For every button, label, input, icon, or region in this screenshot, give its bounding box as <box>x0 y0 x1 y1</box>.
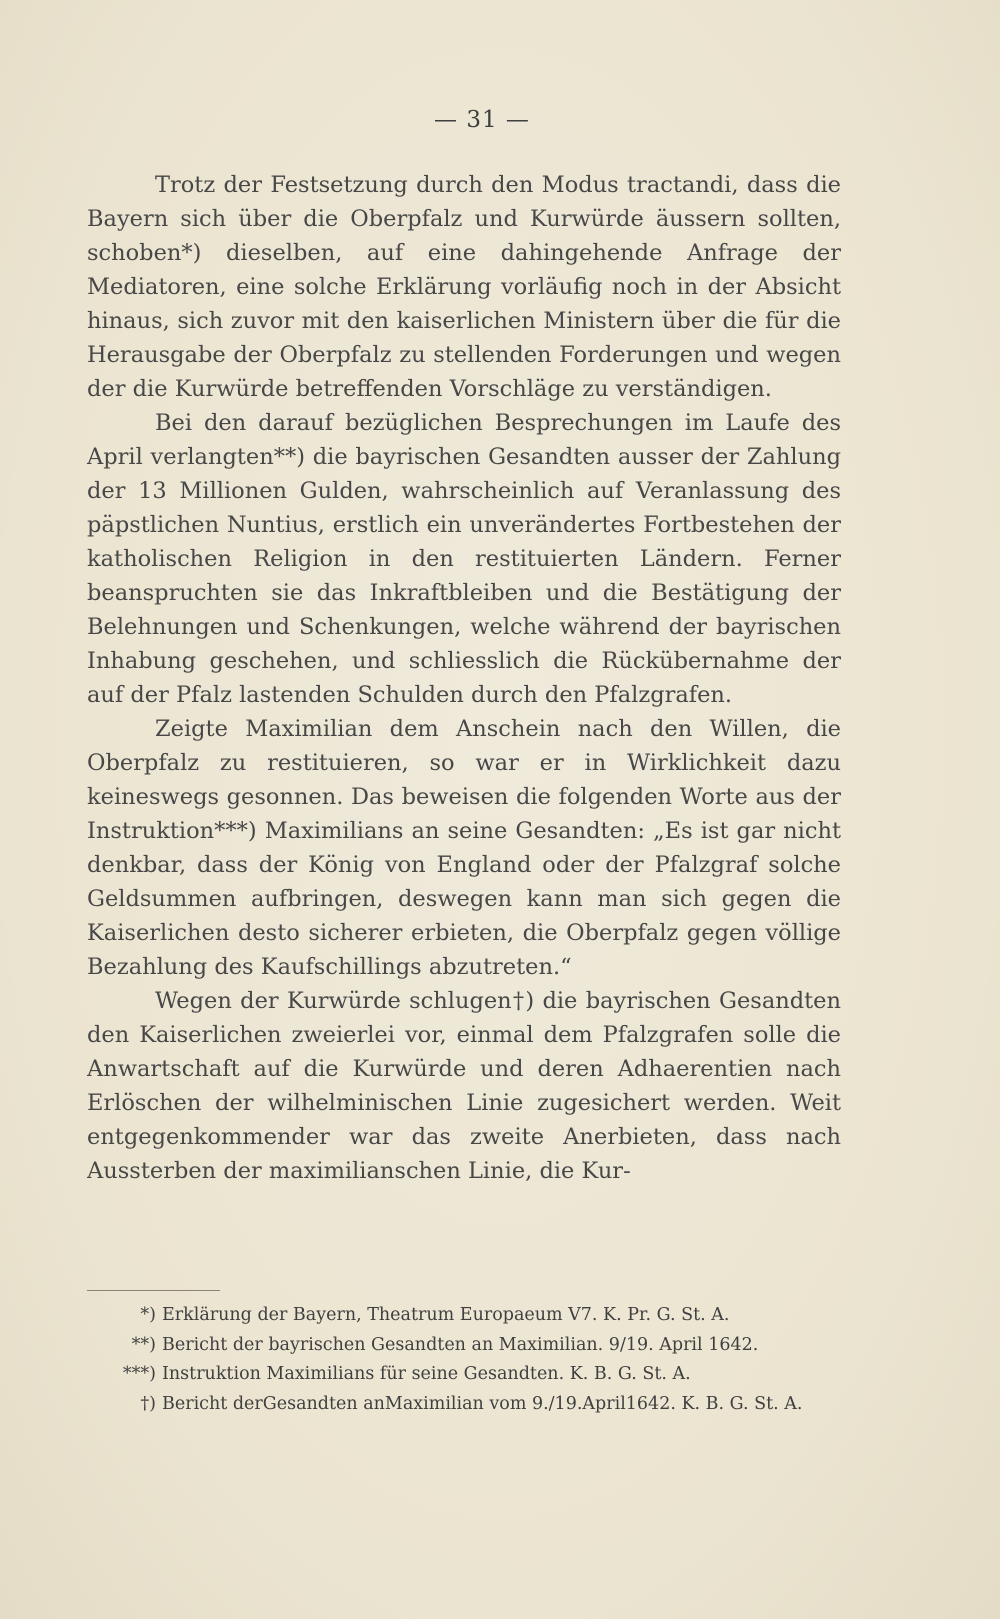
footnote-text: Bericht der bayrischen Gesandten an Maximilian. 9/19. April 1642. <box>162 1334 759 1355</box>
footnote-mark: ***) <box>122 1364 156 1384</box>
footnote-mark: †) <box>140 1393 156 1414</box>
footnote-text: Bericht derGesandten anMaximilian vom 9./19.April1642. K. B. G. St. A. <box>162 1393 803 1414</box>
body-text <box>87 168 841 1188</box>
footnote-text: Erklärung der Bayern, Theatrum Europaeum V7. K. Pr. G. St. A. <box>162 1305 730 1325</box>
paragraph-4: Wegen der Kurwürde schlugen†) die bayrischen Gesandten den Kaiserlichen zweierlei vor, einmal dem Pfalzgrafen solle die Anwartschaft auf die Kurwürde und deren Adhaerentien nach Erlöschen der wilhelminischen Linie zugesichert werden. Weit entgegenkommender war das zweite Anerbieten, dass nach Aussterben der maximilianschen Linie, die Kur- <box>87 988 841 1184</box>
footnote-mark: *) <box>140 1305 156 1325</box>
footnotes <box>100 1301 845 1419</box>
paragraph-2: Bei den darauf bezüglichen Besprechungen im Laufe des April verlangten**) die bayrischen Gesandten ausser der Zahlung der 13 Millionen Gulden, wahrscheinlich auf Veranlassung des päpstlichen Nuntius, erstlich ein unverändertes Fortbestehen der katholischen Religion in den restituierten Ländern. Ferner beanspruchten sie das Inkraftbleiben und die Bestätigung der Belehnungen und Schenkungen, welche während der bayrischen Inhabung geschehen, und schliesslich die Rückübernahme der auf der Pfalz lastenden Schulden durch den Pfalzgrafen. <box>87 410 841 708</box>
footnote-divider <box>87 1290 220 1291</box>
footnote-3 <box>100 1360 845 1390</box>
paragraph-3: Zeigte Maximilian dem Anschein nach den Willen, die Oberpfalz zu restituieren, so war er in Wirklichkeit dazu keineswegs gesonnen. Das beweisen die folgenden Worte aus der Instruktion***) Maximilians an seine Gesandten: „Es ist gar nicht denkbar, dass der König von England oder der Pfalzgraf solche Geldsummen aufbringen, deswegen kann man sich gegen die Kaiserlichen desto sicherer erbieten, die Oberpfalz gegen völlige Bezahlung des Kaufschillings abzutreten.“ <box>87 716 841 980</box>
footnote-text: Instruktion Maximilians für seine Gesandten. K. B. G. St. A. <box>162 1364 691 1384</box>
footnote-2 <box>100 1331 845 1361</box>
footnote-4 <box>100 1390 845 1420</box>
paragraph-1: Trotz der Festsetzung durch den Modus tractandi, dass die Bayern sich über die Oberpfalz und Kurwürde äussern sollten, schoben*) dieselben, auf eine dahingehende Anfrage der Mediatoren, eine solche Erklärung vorläufig noch in der Absicht hinaus, sich zuvor mit den kaiserlichen Ministern über die für die Herausgabe der Oberpfalz zu stellenden Forderungen und wegen der die Kurwürde betreffenden Vorschläge zu verständigen. <box>87 172 841 402</box>
footnote-1 <box>100 1301 845 1331</box>
footnote-mark: **) <box>131 1334 156 1355</box>
page-number: — 31 — <box>434 107 530 133</box>
